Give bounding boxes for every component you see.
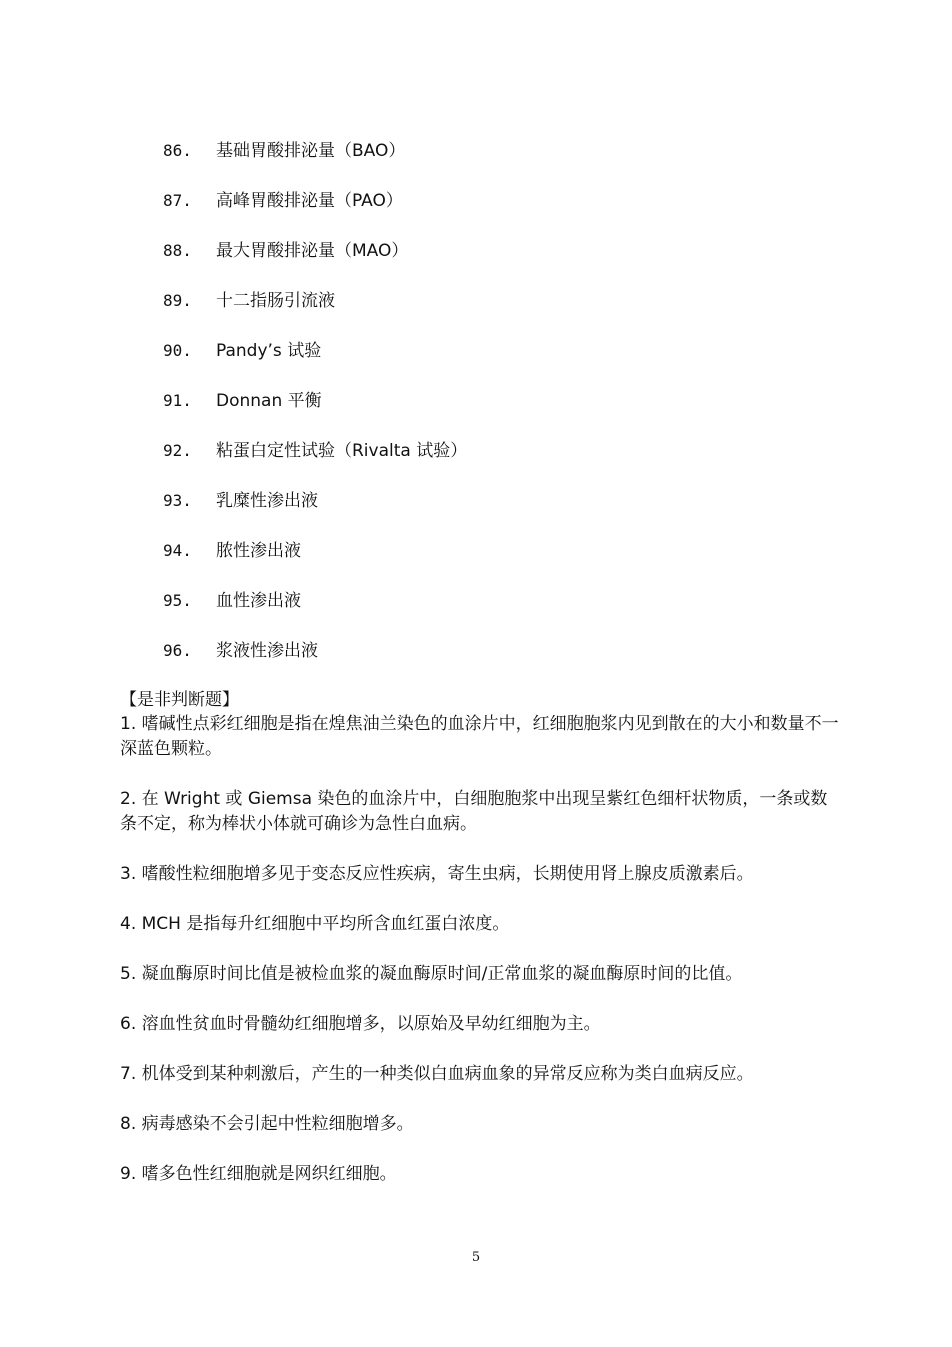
term-item xyxy=(163,638,467,688)
true-false-section xyxy=(120,688,840,1212)
term-text: 粘蛋白定性试验（Rivalta 试验） xyxy=(216,441,468,461)
term-text: 脓性渗出液 xyxy=(216,541,301,561)
question-item: 9. 嗜多色性红细胞就是网织红细胞。 xyxy=(120,1164,397,1184)
term-item xyxy=(163,188,467,238)
question-item: 5. 凝血酶原时间比值是被检血浆的凝血酶原时间/正常血浆的凝血酶原时间的比值。 xyxy=(120,964,743,984)
term-text: 十二指肠引流液 xyxy=(216,291,335,311)
question-item: 6. 溶血性贫血时骨髓幼红细胞增多，以原始及早幼红细胞为主。 xyxy=(120,1014,601,1034)
term-item xyxy=(163,438,467,488)
term-text: 基础胃酸排泌量（BAO） xyxy=(216,141,406,161)
term-number: 96. xyxy=(163,641,192,660)
term-number: 87. xyxy=(163,191,192,210)
term-item xyxy=(163,338,467,388)
question-item: 8. 病毒感染不会引起中性粒细胞增多。 xyxy=(120,1114,414,1134)
term-text: 高峰胃酸排泌量（PAO） xyxy=(216,191,403,211)
term-text: Pandy’s 试验 xyxy=(216,341,322,361)
term-number: 86. xyxy=(163,141,192,160)
question-item: 3. 嗜酸性粒细胞增多见于变态反应性疾病，寄生虫病，长期使用肾上腺皮质激素后。 xyxy=(120,864,754,884)
question-item: 7. 机体受到某种刺激后，产生的一种类似白血病血象的异常反应称为类白血病反应。 xyxy=(120,1064,754,1084)
term-item xyxy=(163,538,467,588)
term-text: 乳糜性渗出液 xyxy=(216,491,318,511)
term-item xyxy=(163,388,467,438)
question-item: 2. 在 Wright 或 Giemsa 染色的血涂片中，白细胞胞浆中出现呈紫红色细杆状物质，一条或数条不定，称为棒状小体就可确诊为急性白血病。 xyxy=(120,789,828,834)
section-heading: 【是非判断题】 xyxy=(120,690,239,710)
question-item: 1. 嗜碱性点彩红细胞是指在煌焦油兰染色的血涂片中，红细胞胞浆内见到散在的大小和数量不一深蓝色颗粒。 xyxy=(120,714,839,759)
term-number: 94. xyxy=(163,541,192,560)
term-text: 浆液性渗出液 xyxy=(216,641,318,661)
term-number: 92. xyxy=(163,441,192,460)
term-item xyxy=(163,138,467,188)
term-list xyxy=(163,138,467,688)
term-text: 血性渗出液 xyxy=(216,591,301,611)
term-item xyxy=(163,488,467,538)
term-item xyxy=(163,588,467,638)
term-number: 95. xyxy=(163,591,192,610)
term-number: 88. xyxy=(163,241,192,260)
page-number: 5 xyxy=(471,1250,481,1265)
term-number: 93. xyxy=(163,491,192,510)
term-text: Donnan 平衡 xyxy=(216,391,322,411)
question-item: 4. MCH 是指每升红细胞中平均所含血红蛋白浓度。 xyxy=(120,914,510,934)
term-text: 最大胃酸排泌量（MAO） xyxy=(216,241,409,261)
term-number: 89. xyxy=(163,291,192,310)
term-number: 90. xyxy=(163,341,192,360)
term-item xyxy=(163,238,467,288)
term-number: 91. xyxy=(163,391,192,410)
term-item xyxy=(163,288,467,338)
